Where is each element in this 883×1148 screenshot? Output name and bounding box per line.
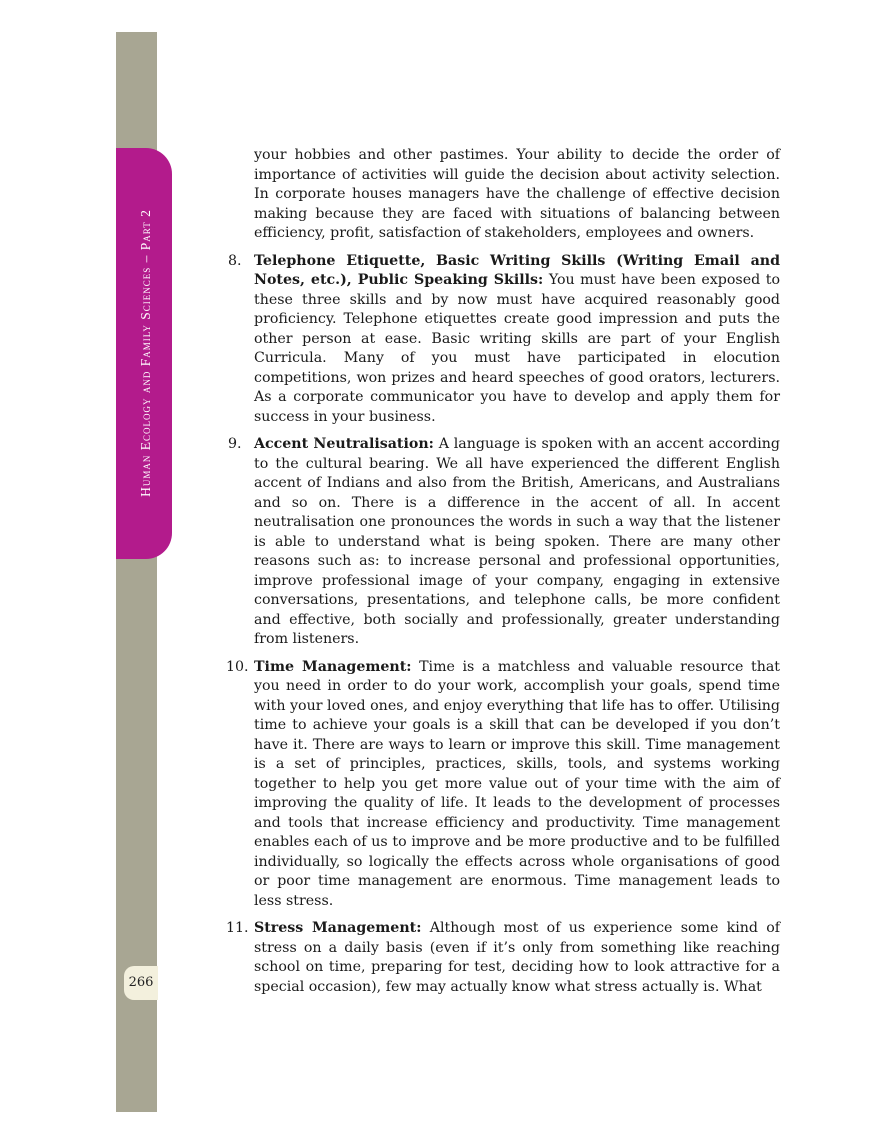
list-item-stress-management [226, 919, 780, 997]
list-item-time-management [226, 658, 780, 912]
item-heading: Telephone Etiquette, Basic Writing Skills (Writing Email and Notes, etc.), Public Speaking Skills: [254, 252, 780, 288]
item-heading: Time Management: [254, 658, 412, 675]
item-heading: Accent Neutralisation: [254, 436, 434, 452]
page-number: 266 [124, 966, 158, 1000]
intro-paragraph: your hobbies and other pastimes. Your ability to decide the order of importance of activities will guide the decision about activity selection. In corporate houses managers have the challenge of effective decision making because they are faced with situations of balancing between efficiency, profit, satisfaction of stakeholders, employees and owners. [254, 147, 780, 241]
list-item-accent-neutralisation [226, 435, 780, 650]
item-text: A language is spoken with an accent according to the cultural bearing. We all have experienced the different English accent of Indians and also from the British, Americans, and Australians and so on. There is a difference in the accent of all. In accent neutralisation one pronounces the words in such a way that the listener is able to understand what is being spoken. There are many other reasons such as: to increase personal and professional opportunities, improve professional image of your company, engaging in extensive conversations, presentations, and telephone calls, be more confident and effective, both socially and professionally, greater understanding from listeners. [254, 436, 780, 647]
item-number: 11. [226, 920, 249, 936]
item-number: 10. [226, 658, 249, 675]
item-text: Although most of us experience some kind of stress on a daily basis (even if it’s only from something like reaching school on time, preparing for test, deciding how to look attractive for a special occasion), few may actually know what stress actually is. What [254, 920, 780, 995]
page-content [226, 146, 780, 997]
book-title: Human Ecology and Family Sciences – Part 2 [138, 209, 153, 497]
item-number: 9. [228, 436, 242, 452]
list-item-telephone-etiquette [226, 252, 780, 428]
item-heading: Stress Management: [254, 920, 422, 936]
item-number: 8. [228, 252, 242, 269]
item-text: You must have been exposed to these three skills and by now must have acquired reasonably good proficiency. Telephone etiquettes create good impression and puts the other person at ease. Basic writing skills are part of your English Curricula. Many of you must have participated in elocution competitions, won prizes and heard speeches of good orators, lecturers. As a corporate communicator you have to develop and apply them for success in your business. [254, 272, 780, 425]
item-text: Time is a matchless and valuable resource that you need in order to do your work, accomplish your goals, spend time with your loved ones, and enjoy everything that life has to offer. Utilising time to achieve your goals is a skill that can be developed if you don’t have it. There are ways to learn or improve this skill. Time management is a set of principles, practices, skills, tools, and systems working together to help you get more value out of your time with the aim of improving the quality of life. It leads to the development of processes and tools that increase efficiency and productivity. Time management enables each of us to improve and be more productive and to be fulfilled individually, so logically the effects across whole organisations of good or poor time management are enormous. Time management leads to less stress. [254, 658, 780, 909]
